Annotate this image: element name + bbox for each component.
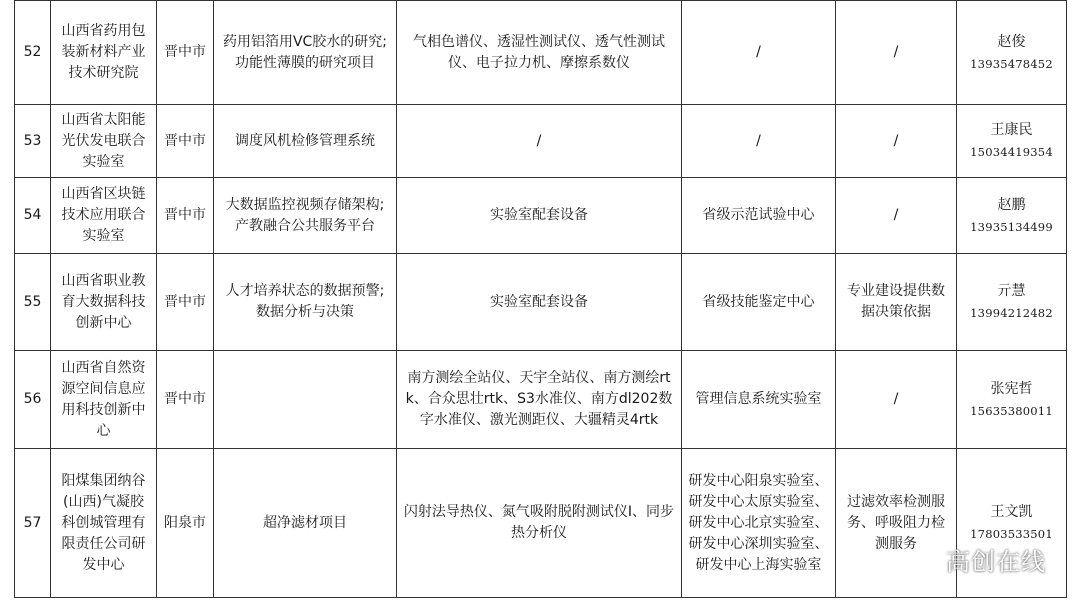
service: /	[836, 105, 957, 178]
table-row	[15, 1, 1067, 105]
contact	[957, 1, 1067, 105]
table-row	[15, 178, 1067, 254]
service: 过滤效率检测服务、呼吸阻力检测服务	[836, 449, 957, 598]
project: 大数据监控视频存储架构;产教融合公共服务平台	[214, 178, 397, 254]
platform: 省级示范试验中心	[682, 178, 836, 254]
table-row	[15, 449, 1067, 598]
platform: 研发中心阳泉实验室、研发中心太原实验室、研发中心北京实验室、研发中心深圳实验室、研发中心上海实验室	[682, 449, 836, 598]
platform: 管理信息系统实验室	[682, 351, 836, 449]
contact-phone: 15034419354	[970, 145, 1053, 159]
organization-name: 山西省区块链技术应用联合实验室	[51, 178, 157, 254]
project: 人才培养状态的数据预警;数据分析与决策	[214, 254, 397, 351]
project: 调度风机检修管理系统	[214, 105, 397, 178]
city: 晋中市	[157, 1, 214, 105]
equipment: 南方测绘全站仪、天宇全站仪、南方测绘rtk、合众思壮rtk、S3水准仪、南方dl202数字水准仪、激光测距仪、大疆精灵4rtk	[397, 351, 682, 449]
city: 晋中市	[157, 351, 214, 449]
row-number: 54	[15, 178, 51, 254]
city: 晋中市	[157, 178, 214, 254]
project	[214, 351, 397, 449]
city: 晋中市	[157, 105, 214, 178]
watermark-text: 高创在线	[946, 548, 1046, 576]
table-row	[15, 351, 1067, 449]
row-number: 53	[15, 105, 51, 178]
row-number: 55	[15, 254, 51, 351]
equipment: 实验室配套设备	[397, 178, 682, 254]
platform: /	[682, 1, 836, 105]
contact-name: 王康民	[990, 122, 1033, 138]
platform: /	[682, 105, 836, 178]
contact-phone: 13935134499	[970, 219, 1053, 234]
organization-name: 山西省自然资源空间信息应用科技创新中心	[51, 351, 157, 449]
project: 药用铝箔用VC胶水的研究;功能性薄膜的研究项目	[214, 1, 397, 105]
equipment: 闪射法导热仪、氮气吸附脱附测试仪I、同步热分析仪	[397, 449, 682, 598]
contact-phone: 17803533501	[970, 527, 1053, 541]
city: 晋中市	[157, 254, 214, 351]
row-number: 52	[15, 1, 51, 105]
resource-table	[14, 0, 1067, 598]
contact-phone: 13994212482	[970, 306, 1053, 320]
service: 专业建设提供数据决策依据	[836, 254, 957, 351]
table-row	[15, 254, 1067, 351]
contact	[957, 351, 1067, 449]
contact	[957, 449, 1067, 598]
contact	[957, 254, 1067, 351]
organization-name: 阳煤集团纳谷(山西)气凝胶科创城管理有限责任公司研发中心	[51, 449, 157, 598]
table-row	[15, 105, 1067, 178]
contact-name: 张宪哲	[990, 380, 1033, 397]
organization-name: 山西省职业教育大数据科技创新中心	[51, 254, 157, 351]
contact-phone: 13935478452	[970, 56, 1053, 71]
contact-name: 王文凯	[990, 504, 1033, 520]
equipment: /	[397, 105, 682, 178]
contact-name: 赵鹏	[997, 196, 1026, 213]
row-number: 57	[15, 449, 51, 598]
city: 阳泉市	[157, 449, 214, 598]
platform: 省级技能鉴定中心	[682, 254, 836, 351]
row-number: 56	[15, 351, 51, 449]
contact-name: 亓慧	[997, 283, 1026, 299]
contact	[957, 178, 1067, 254]
service: /	[836, 351, 957, 449]
organization-name: 山西省太阳能光伏发电联合实验室	[51, 105, 157, 178]
contact-phone: 15635380011	[970, 403, 1053, 418]
organization-name: 山西省药用包装新材料产业技术研究院	[51, 1, 157, 105]
project: 超净滤材项目	[214, 449, 397, 598]
equipment: 实验室配套设备	[397, 254, 682, 351]
service: /	[836, 1, 957, 105]
service: /	[836, 178, 957, 254]
equipment: 气相色谱仪、透湿性测试仪、透气性测试仪、电子拉力机、摩擦系数仪	[397, 1, 682, 105]
contact	[957, 105, 1067, 178]
contact-name: 赵俊	[997, 33, 1026, 50]
